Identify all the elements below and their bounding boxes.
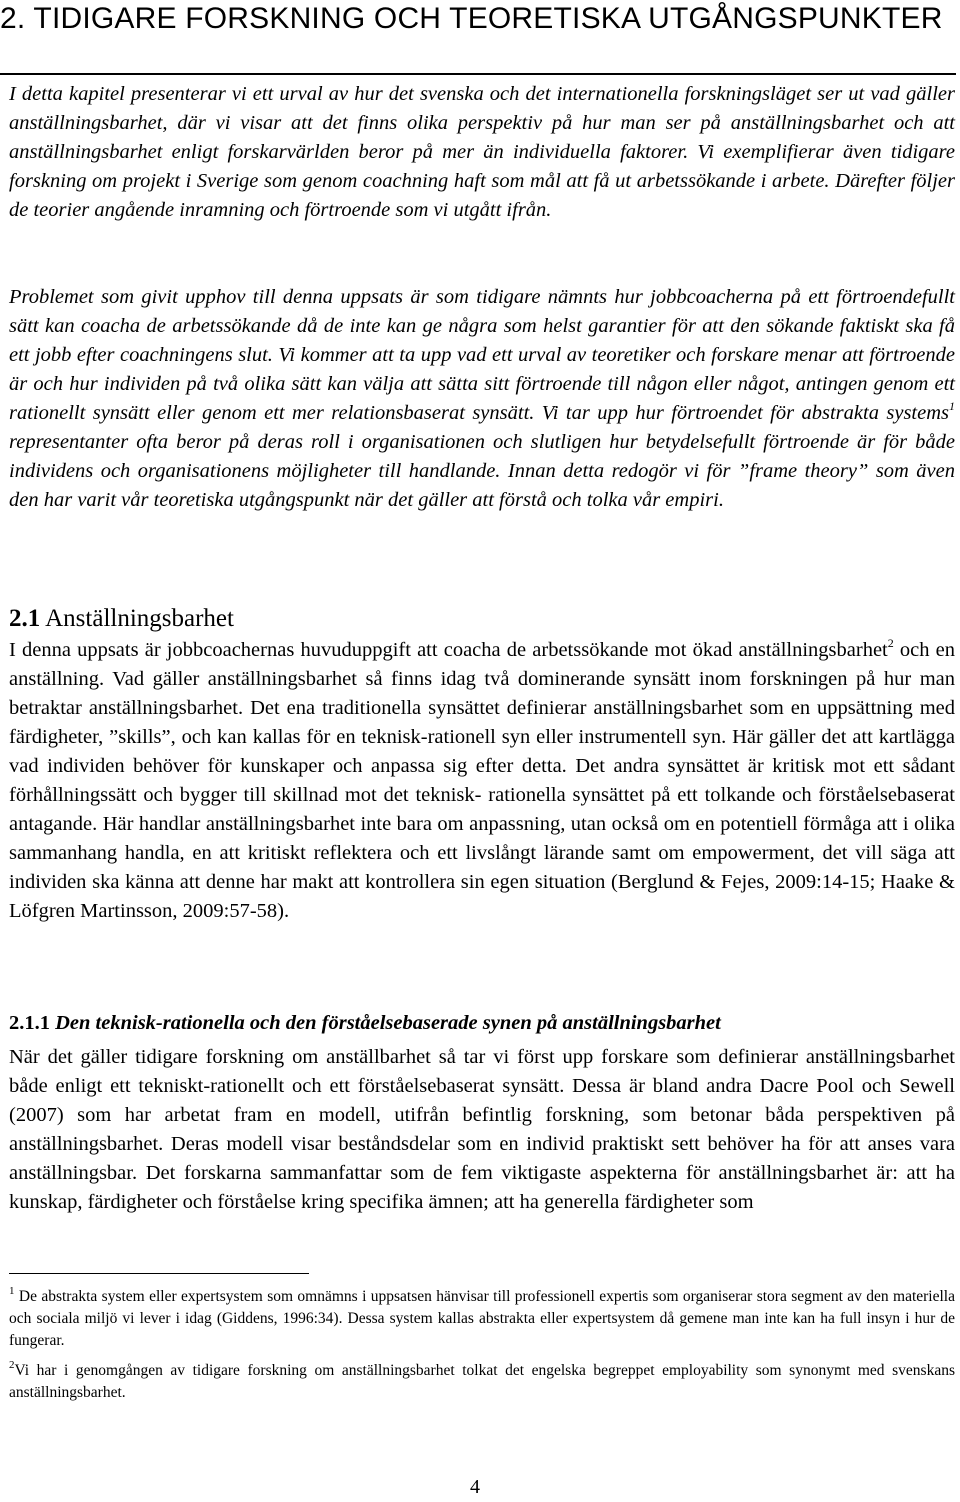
intro-paragraph-2-text-a: Problemet som givit upphov till denna uppsats är som tidigare nämnts hur jobbcoacherna på ett förtroendefullt sätt kan coacha de arbetssökande då de inte kan ge några som helst garantier för att den sökande faktiskt ska få ett jobb efter coachningens slut. Vi kommer att ta upp vad ett urval av teoretiker och forskare menar att förtroende är och hur individen på två olika sätt kan välja att sätta sitt förtroende till någon eller något, antingen genom ett rationellt synsätt eller genom ett mer relationsbaserat synsätt. Vi tar upp hur förtroendet för abstrakta systems <box>9 286 955 424</box>
footnote-1-marker: 1 <box>9 1285 15 1297</box>
section-2-1-1-paragraph: När det gäller tidigare forskning om anställbarhet så tar vi först upp forskare som definierar anställningsbarhet både enligt ett tekniskt-rationellt och ett förståelsebaserat synsätt. Dessa är bland andra Dacre Pool och Sewell (2007) som har arbetat fram en modell, utifrån befintlig forskning, som betonar båda perspektiven på anställningsbarhet. Deras modell visar beståndsdelar som en individ praktiskt sett behöver ha för att anses vara anställningsbar. Det forskarna sammanfattar som de fem viktigaste aspekterna för anställningsbarhet är: att ha kunskap, färdigheter och förståelse kring specifika ämnen; att ha generella färdigheter som <box>9 1046 955 1213</box>
section-2-1-number: 2.1 <box>9 605 41 632</box>
footnote-2-marker: 2 <box>9 1359 15 1371</box>
chapter-title: 2. TIDIGARE FORSKNING OCH TEORETISKA UTGÅNGSPUNKTER <box>0 2 943 35</box>
footnote-1-text: De abstrakta system eller expertsystem som omnämns i uppsatsen hänvisar till professionell expertis som organiserar stora segment av den materiella och sociala miljö vi lever i idag (Giddens, 1996:34). Dessa system kallas abstrakta eller expertsystem då gemene man inte kan ha full insyn i hur de fungerar. <box>9 1288 955 1349</box>
page-number: 4 <box>470 1476 480 1498</box>
section-2-1-1-heading <box>9 1009 721 1038</box>
chapter-title-rule <box>0 73 956 75</box>
section-2-1-1-number: 2.1.1 <box>9 1012 50 1034</box>
intro-paragraph-2-text-b: representanter ofta beror på deras roll i organisationen och slutligen hur betydelsefullt förtroende är för både individens och organisationens möjligheter till handlande. Innan detta redogör vi för ”frame theory” som även den har varit vår teoretiska utgångspunkt när det gäller att förstå och tolka vår empiri. <box>9 431 955 511</box>
section-2-1-text-b: och en anställning. Vad gäller anställningsbarhet så finns idag två dominerande synsätt inom forskningen på hur man betraktar anställningsbarhet. Det ena traditionella synsättet definierar anställningsbarhet som en uppsättning med färdigheter, ”skills”, och kan kallas för en teknisk-rationell syn eller instrumentell syn. Här gäller det att kartlägga vad individen behöver för kunskaper och anpassa sig efter detta. Det andra synsättet är kritisk mot ett sådant förhållningssätt och bygger till skillnad mot det teknisk- rationella synsättet på ett tolkande och förståelsebaserat antagande. Här handlar anställningsbarhet inte bara om anpassning, utan också om en potentiell förmåga att i olika sammanhang handla, en att kritiskt reflektera och ett livslångt lärande samt om empowerment, det vill säga att individen ska känna att denne har makt att kontrollera sin egen situation (Berglund & Fejes, 2009:14-15; Haake & Löfgren Martinsson, 2009:57-58). <box>9 639 956 922</box>
section-2-1-title: Anställningsbarhet <box>40 605 234 632</box>
footnote-separator <box>9 1273 309 1274</box>
footnote-1 <box>9 1286 955 1352</box>
section-2-1-paragraph <box>9 636 955 926</box>
footnote-ref-1[interactable]: 1 <box>949 399 955 413</box>
footnote-2-text: Vi har i genomgången av tidigare forskning om anställningsbarhet tolkat det engelska begreppet employability som synonymt med svenskans anställningsbarhet. <box>9 1362 955 1401</box>
section-2-1-heading <box>9 604 234 634</box>
section-2-1-1-title: Den teknisk-rationella och den förståelsebaserade synen på anställningsbarhet <box>50 1012 721 1034</box>
footnote-ref-2[interactable]: 2 <box>887 636 894 650</box>
intro-paragraph-2 <box>9 283 955 515</box>
intro-paragraph-1: I detta kapitel presenterar vi ett urval av hur det svenska och det internationella forskningsläget ser ut vad gäller anställningsbarhet, där vi visar att det finns olika perspektiv på hur man ser på anställningsbarhet och att anställningsbarhet enligt forskarvärlden beror på mer än individuella faktorer. Vi exemplifierar även tidigare forskning om projekt i Sverige som genom coachning haft som mål att få ut arbetssökande i arbete. Därefter följer de teorier angående inramning och förtroende som vi utgått ifrån. <box>9 83 955 221</box>
section-2-1-text-a: I denna uppsats är jobbcoachernas huvuduppgift att coacha de arbetssökande mot ökad anställningsbarhet <box>9 639 888 661</box>
footnote-2 <box>9 1360 955 1404</box>
